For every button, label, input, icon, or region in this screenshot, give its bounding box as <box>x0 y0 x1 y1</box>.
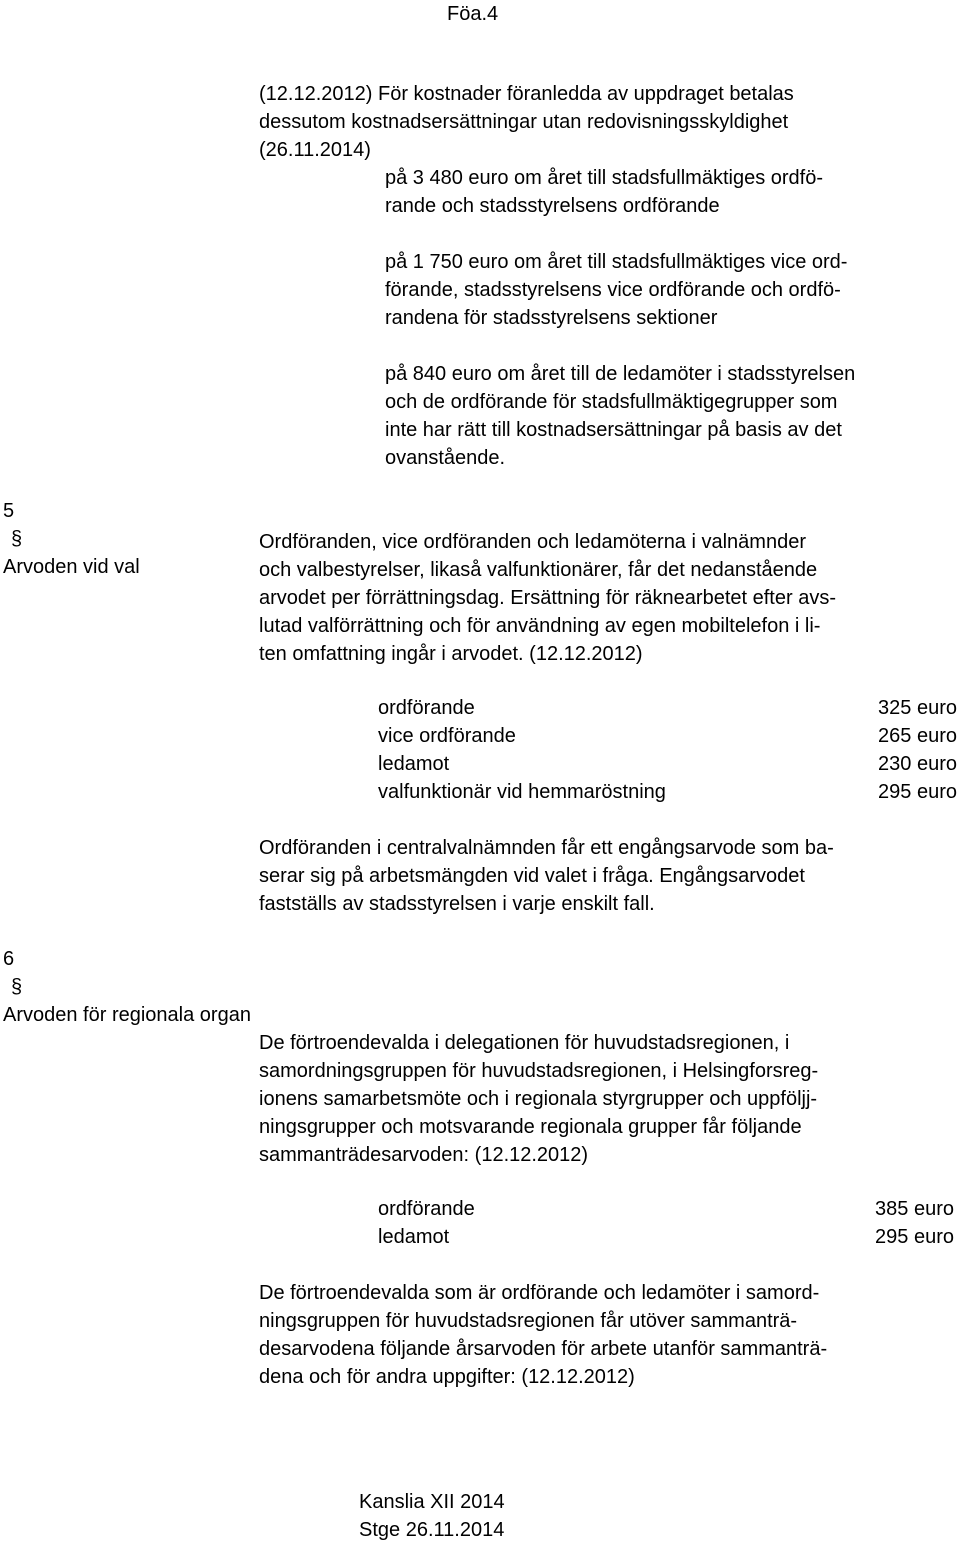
compensation-line: förande, stadsstyrelsens vice ordförande och ordfö- <box>385 279 841 301</box>
note-line: serar sig på arbetsmängden vid valet i fråga. Engångsarvodet <box>259 865 805 887</box>
fee-row <box>378 750 957 778</box>
note-line: ningsgruppen för huvudstadsregionen får utöver sammanträ- <box>259 1310 798 1332</box>
intro-line: dessutom kostnadsersättningar utan redovisningsskyldighet <box>259 111 789 133</box>
compensation-line: rande och stadsstyrelsens ordförande <box>385 195 720 217</box>
compensation-line: ovanstående. <box>385 447 506 469</box>
fee-role: vice ordförande <box>378 725 516 747</box>
section-sign-icon: § <box>11 976 23 998</box>
section-5-number-line <box>3 497 140 553</box>
fee-role: ordförande <box>378 1198 475 1220</box>
fee-row <box>378 1223 954 1251</box>
paragraph-line: lutad valförrättning och för användning av egen mobiltelefon i li- <box>259 615 821 637</box>
section-title: Arvoden för regionala organ <box>3 1004 251 1026</box>
section-6-heading <box>3 945 251 1029</box>
paragraph-line: De förtroendevalda i delegationen för huvudstadsregionen, i <box>259 1032 790 1054</box>
intro-paragraph <box>259 80 794 164</box>
paragraph-line: sammanträdesarvoden: (12.12.2012) <box>259 1144 589 1166</box>
compensation-line: randena för stadsstyrelsens sektioner <box>385 307 718 329</box>
section-5-paragraph <box>259 528 836 668</box>
paragraph-line: ionens samarbetsmöte och i regionala styrgrupper och uppföljj- <box>259 1088 818 1110</box>
footer-line: Kanslia XII 2014 <box>359 1491 505 1513</box>
paragraph-line: och valbestyrelser, likaså valfunktionärer, får det nedanstående <box>259 559 818 581</box>
intro-line: (12.12.2012) För kostnader föranledda av uppdraget betalas <box>259 83 794 105</box>
compensation-item <box>385 360 855 472</box>
fee-role: ordförande <box>378 697 475 719</box>
fee-row <box>378 778 957 806</box>
intro-line: (26.11.2014) <box>259 139 371 161</box>
compensation-line: på 840 euro om året till de ledamöter i stadsstyrelsen <box>385 363 856 385</box>
section-sign-icon: § <box>11 528 23 550</box>
note-line: Ordföranden i centralvalnämnden får ett engångsarvode som ba- <box>259 837 834 859</box>
fee-amount: 230 euro <box>878 753 957 775</box>
compensation-line: på 3 480 euro om året till stadsfullmäktiges ordfö- <box>385 167 823 189</box>
section-6-number-line <box>3 945 251 1001</box>
note-line: fastställs av stadsstyrelsen i varje enskilt fall. <box>259 893 655 915</box>
fee-row <box>378 722 957 750</box>
compensation-line: på 1 750 euro om året till stadsfullmäktiges vice ord- <box>385 251 848 273</box>
section-5-note <box>259 834 834 918</box>
fee-role: ledamot <box>378 1226 450 1248</box>
fee-amount: 325 euro <box>878 697 957 719</box>
fee-amount: 385 euro <box>875 1198 954 1220</box>
compensation-line: och de ordförande för stadsfullmäktigegrupper som <box>385 391 838 413</box>
paragraph-line: samordningsgruppen för huvudstadsregionen, i Helsingforsreg- <box>259 1060 819 1082</box>
note-line: De förtroendevalda som är ordförande och ledamöter i samord- <box>259 1282 820 1304</box>
compensation-item <box>385 164 823 220</box>
note-line: dena och för andra uppgifter: (12.12.2012) <box>259 1366 635 1388</box>
compensation-line: inte har rätt till kostnadsersättningar på basis av det <box>385 419 842 441</box>
fee-role: ledamot <box>378 753 450 775</box>
fee-amount: 295 euro <box>875 1226 954 1248</box>
section-6-note <box>259 1279 827 1391</box>
section-title: Arvoden vid val <box>3 556 140 578</box>
fee-row <box>378 694 957 722</box>
paragraph-line: ten omfattning ingår i arvodet. (12.12.2012) <box>259 643 643 665</box>
page-reference: Föa.4 <box>447 3 499 25</box>
fee-amount: 295 euro <box>878 781 957 803</box>
fee-role: valfunktionär vid hemmaröstning <box>378 781 666 803</box>
compensation-item <box>385 248 847 332</box>
section-number: 6 <box>3 948 15 970</box>
paragraph-line: arvodet per förrättningsdag. Ersättning för räknearbetet efter avs- <box>259 587 836 609</box>
fee-amount: 265 euro <box>878 725 957 747</box>
fee-row <box>378 1195 954 1223</box>
paragraph-line: ningsgrupper och motsvarande regionala grupper får följande <box>259 1116 802 1138</box>
footer-line: Stge 26.11.2014 <box>359 1519 505 1541</box>
paragraph-line: Ordföranden, vice ordföranden och ledamöterna i valnämnder <box>259 531 806 553</box>
section-number: 5 <box>3 500 15 522</box>
section-5-heading <box>3 497 140 581</box>
note-line: desarvodena följande årsarvoden för arbete utanför sammanträ- <box>259 1338 828 1360</box>
page-footer <box>359 1488 505 1544</box>
section-6-paragraph <box>259 1029 818 1169</box>
